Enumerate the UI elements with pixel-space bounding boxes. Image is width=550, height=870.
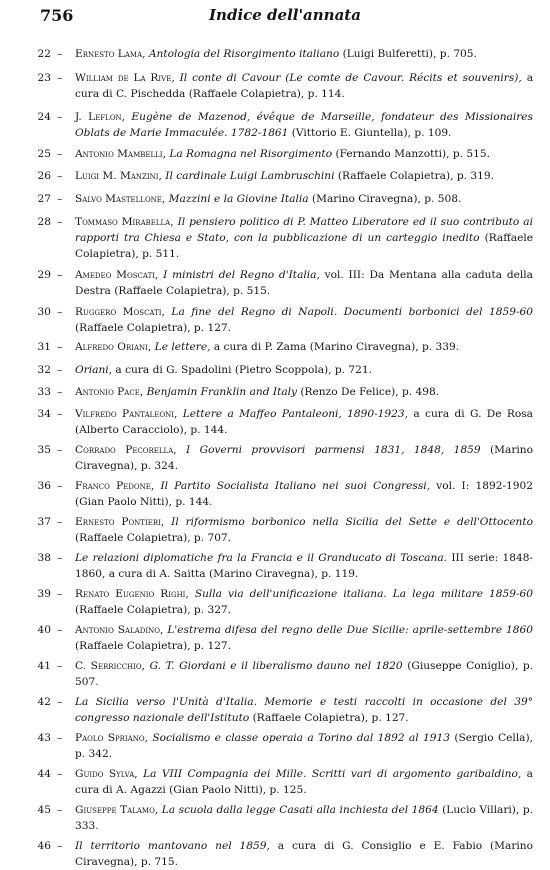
entry-dash: – bbox=[57, 408, 63, 420]
entry-dash: – bbox=[57, 386, 63, 398]
index-entry bbox=[33, 109, 533, 141]
entry-title: I Governi provvisori parmensi 1831, 1848, 1859 bbox=[186, 444, 481, 456]
entry-dash: – bbox=[57, 696, 63, 708]
entry-details: (Luigi Bulferetti), p. 705. bbox=[342, 48, 477, 60]
entry-dash: – bbox=[57, 732, 63, 744]
entry-author: William de La Rive, bbox=[75, 72, 175, 84]
index-entry bbox=[33, 339, 533, 355]
entry-number: 43 bbox=[37, 732, 51, 744]
index-entry bbox=[33, 168, 533, 184]
entry-dash: – bbox=[57, 444, 63, 456]
entry-title: La VIII Compagnia dei Mille. Scritti vari di argomento garibaldino, bbox=[143, 768, 522, 780]
index-entry bbox=[33, 46, 533, 62]
entry-author: Luigi M. Manzini, bbox=[75, 170, 162, 182]
entry-number: 36 bbox=[37, 480, 51, 492]
entry-details: (Raffaele Colapietra), p. 511. bbox=[75, 232, 534, 261]
index-entry bbox=[33, 362, 533, 378]
entry-dash: – bbox=[57, 269, 63, 281]
entry-number: 30 bbox=[37, 306, 51, 318]
entry-dash: – bbox=[57, 193, 63, 205]
index-entry bbox=[33, 191, 533, 207]
entry-details: a cura di G. Consiglio e E. Fabio (Marino Ciravegna), p. 715. bbox=[75, 840, 533, 869]
entry-details: a cura di P. Zama (Marino Ciravegna), p. 339. bbox=[213, 341, 460, 353]
entry-dash: – bbox=[57, 660, 63, 672]
entry-details: a cura di C. Pischedda (Raffaele Colapietra), p. 114. bbox=[75, 72, 534, 101]
entry-author: Ernesto Lama, bbox=[75, 48, 146, 60]
entry-number: 32 bbox=[37, 364, 51, 376]
index-entry bbox=[33, 214, 533, 263]
entry-number: 25 bbox=[37, 148, 51, 160]
entry-author: C. Serricchio, bbox=[75, 660, 146, 672]
entry-details: (Marino Ciravegna), p. 324. bbox=[75, 444, 533, 473]
entry-author: Franco Pedone, bbox=[75, 480, 155, 492]
entry-dash: – bbox=[57, 804, 63, 816]
index-entry bbox=[33, 658, 533, 690]
entry-title: Antologia del Risorgimento italiano bbox=[148, 48, 340, 60]
entry-number: 33 bbox=[37, 386, 51, 398]
entry-author: Amedeo Moscati, bbox=[75, 269, 159, 281]
entry-author: Salvo Mastellone, bbox=[75, 193, 166, 205]
entry-details: (Raffaele Colapietra), p. 707. bbox=[75, 532, 232, 545]
entry-title: Oriani, bbox=[75, 364, 113, 376]
entry-number: 39 bbox=[37, 588, 51, 600]
entry-author: Giuseppe Talamo, bbox=[75, 804, 159, 816]
entry-author: Tommaso Mirabella, bbox=[75, 216, 174, 228]
entry-dash: – bbox=[57, 216, 63, 228]
entry-dash: – bbox=[57, 516, 63, 528]
entry-author: Antonio Saladino, bbox=[75, 624, 164, 636]
entry-author: Antonio Pace, bbox=[75, 386, 144, 398]
entry-details: a cura di G. Spadolini (Pietro Scoppola), p. 721. bbox=[115, 364, 373, 376]
entry-number: 37 bbox=[37, 516, 51, 528]
entry-title: Le relazioni diplomatiche fra la Francia e il Granducato di Toscana. bbox=[75, 552, 448, 564]
entry-details: (Giuseppe Coniglio), p. 507. bbox=[75, 660, 533, 689]
page-number: 756 bbox=[40, 6, 74, 25]
entry-details: (Raffaele Colapietra), p. 127. bbox=[75, 322, 232, 335]
index-entry bbox=[33, 622, 533, 654]
entry-details: a cura di A. Agazzi (Gian Paolo Nitti), p. 125. bbox=[75, 768, 533, 797]
entry-title: Il Partito Socialista Italiano nei suoi Congressi, bbox=[160, 480, 431, 492]
page-header bbox=[40, 6, 530, 28]
entry-author: Ruggero Moscati, bbox=[75, 306, 165, 318]
index-entry bbox=[33, 766, 533, 798]
entry-dash: – bbox=[57, 552, 63, 564]
entry-title: Lettere a Maffeo Pantaleoni, 1890-1923, bbox=[182, 408, 409, 420]
entry-dash: – bbox=[57, 588, 63, 600]
entry-number: 42 bbox=[37, 696, 51, 708]
entry-number: 45 bbox=[37, 804, 51, 816]
entry-author: Renato Eugenio Righi, bbox=[75, 588, 189, 600]
entry-title: La Romagna nel Risorgimento bbox=[169, 148, 333, 160]
index-entry bbox=[33, 586, 533, 618]
entry-number: 35 bbox=[37, 444, 51, 456]
entry-title: La Sicilia verso l'Unità d'Italia. Memorie e testi raccolti in occasione del 39° congresso nazionale dell'Istituto bbox=[75, 696, 533, 725]
entry-dash: – bbox=[57, 768, 63, 780]
entry-author: Guido Sylva, bbox=[75, 768, 138, 780]
entry-dash: – bbox=[57, 480, 63, 492]
entry-title: Il cardinale Luigi Lambruschini bbox=[165, 170, 335, 182]
entry-title: La scuola dalla legge Casati alla inchiesta del 1864 bbox=[161, 804, 439, 816]
entry-number: 29 bbox=[37, 269, 51, 281]
entry-details: vol. III: Da Mentana alla caduta della Destra (Raffaele Colapietra), p. 515. bbox=[75, 269, 533, 298]
index-entry bbox=[33, 514, 533, 546]
entry-dash: – bbox=[57, 72, 63, 84]
entry-title: Il pensiero politico di P. Matteo Liberatore ed il suo contributo ai rapporti tra Chiesa e Stato, con la pubblicazione di un carteggio inedito bbox=[75, 216, 533, 245]
entry-number: 28 bbox=[37, 216, 51, 228]
index-entry bbox=[33, 694, 533, 726]
entry-title: L'estrema difesa del regno delle Due Sicilie: aprile-settembre 1860 bbox=[167, 624, 534, 636]
entry-details: (Sergio Cella), p. 342. bbox=[75, 732, 533, 761]
entry-number: 40 bbox=[37, 624, 51, 636]
index-entry bbox=[33, 384, 533, 400]
entry-details: (Lucio Villari), p. 333. bbox=[75, 804, 533, 833]
entry-title: Il riformismo borbonico nella Sicilia del Sette e dell'Ottocento bbox=[171, 516, 534, 528]
entry-author: Vilfredo Pantaleoni, bbox=[75, 408, 178, 420]
entry-title: Socialismo e classe operaia a Torino dal 1892 al 1913 bbox=[152, 732, 450, 744]
entry-number: 22 bbox=[37, 48, 51, 60]
index-entry bbox=[33, 478, 533, 510]
entry-number: 46 bbox=[37, 840, 51, 852]
entry-author: Antonio Mambelli, bbox=[75, 148, 166, 160]
entry-details: (Marino Ciravegna), p. 508. bbox=[311, 193, 462, 205]
entry-dash: – bbox=[57, 341, 63, 353]
entry-dash: – bbox=[57, 364, 63, 376]
entry-number: 26 bbox=[37, 170, 51, 182]
entry-details: (Raffaele Colapietra), p. 319. bbox=[337, 170, 494, 182]
entry-author: J. Leflon, bbox=[75, 111, 126, 123]
entry-details: (Renzo De Felice), p. 498. bbox=[300, 386, 440, 398]
entry-dash: – bbox=[57, 840, 63, 852]
entry-title: Il conte di Cavour (Le comte de Cavour. Récits et souvenirs), bbox=[179, 72, 522, 84]
entry-details: (Fernando Manzotti), p. 515. bbox=[335, 148, 490, 160]
entry-author: Alfredo Oriani, bbox=[75, 341, 152, 353]
entry-details: (Raffaele Colapietra), p. 127. bbox=[252, 712, 409, 725]
entry-title: I ministri del Regno d'Italia, bbox=[163, 269, 320, 281]
entry-number: 44 bbox=[37, 768, 51, 780]
index-entry bbox=[33, 442, 533, 474]
index-entry bbox=[33, 730, 533, 762]
entry-details: (Raffaele Colapietra), p. 327. bbox=[75, 604, 232, 617]
entry-author: Paolo Spriano, bbox=[75, 732, 148, 744]
index-entry bbox=[33, 267, 533, 299]
entry-title: Le lettere, bbox=[154, 341, 211, 353]
entry-title: La fine del Regno di Napoli. Documenti borbonici del 1859-60 bbox=[171, 306, 534, 318]
entry-number: 24 bbox=[37, 111, 51, 123]
entry-author: Ernesto Pontieri, bbox=[75, 516, 165, 528]
index-entry bbox=[33, 406, 533, 438]
running-title: Indice dell'annata bbox=[209, 6, 361, 24]
entry-title: Mazzini e la Giovine Italia bbox=[168, 193, 309, 205]
index-entry bbox=[33, 802, 533, 834]
entry-title: G. T. Giordani e il liberalismo dauno nel 1820 bbox=[149, 660, 403, 672]
entry-number: 41 bbox=[37, 660, 51, 672]
entry-title: Eugène de Mazenod, évêque de Marseille, fondateur des Missionaires Oblats de Marie Immaculée. 1782-1861 bbox=[75, 111, 533, 140]
entry-dash: – bbox=[57, 111, 63, 123]
entry-details: a cura di G. De Rosa (Alberto Caracciolo), p. 144. bbox=[75, 408, 533, 437]
entry-title: Benjamin Franklin and Italy bbox=[146, 386, 298, 398]
entry-number: 38 bbox=[37, 552, 51, 564]
entry-details: (Raffaele Colapietra), p. 127. bbox=[75, 640, 232, 653]
entry-author: Corrado Pecorella, bbox=[75, 444, 177, 456]
index-entry bbox=[33, 70, 533, 102]
entry-number: 31 bbox=[37, 341, 51, 353]
entry-dash: – bbox=[57, 624, 63, 636]
entry-number: 23 bbox=[37, 72, 51, 84]
entry-dash: – bbox=[57, 306, 63, 318]
index-entry bbox=[33, 304, 533, 336]
entry-details: III serie: 1848-1860, a cura di A. Saitta (Marino Ciravegna), p. 119. bbox=[75, 552, 534, 581]
entry-details: vol. I: 1892-1902 (Gian Paolo Nitti), p. 144. bbox=[75, 480, 533, 509]
index-entry bbox=[33, 838, 533, 870]
index-entry bbox=[33, 146, 533, 162]
entry-details: (Vittorio E. Giuntella), p. 109. bbox=[291, 127, 452, 140]
entry-number: 27 bbox=[37, 193, 51, 205]
entry-title: Sulla via dell'unificazione italiana. La lega militare 1859-60 bbox=[194, 588, 533, 600]
entry-number: 34 bbox=[37, 408, 51, 420]
entry-dash: – bbox=[57, 148, 63, 160]
entry-dash: – bbox=[57, 170, 63, 182]
entry-dash: – bbox=[57, 48, 63, 60]
index-entry bbox=[33, 550, 533, 582]
entry-title: Il territorio mantovano nel 1859, bbox=[75, 840, 270, 852]
